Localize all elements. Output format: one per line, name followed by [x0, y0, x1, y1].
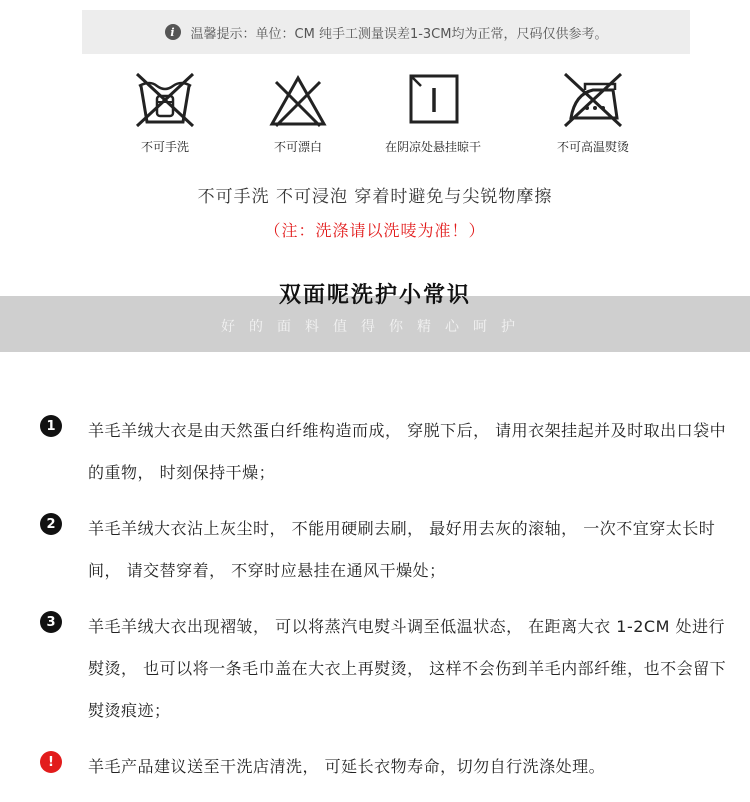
list-item	[40, 606, 730, 732]
no-bleach-icon	[268, 72, 328, 128]
care-icons-row	[0, 72, 750, 162]
no-high-heat-iron-icon	[561, 72, 625, 128]
number-badge: 1	[40, 415, 62, 437]
care-label: 在阴凉处悬挂晾干	[384, 140, 481, 154]
care-item-no-hand-wash	[100, 72, 230, 155]
list-item	[40, 746, 730, 788]
care-item-line-dry	[368, 72, 498, 155]
tip-text: 羊毛羊绒大衣出现褶皱， 可以将蒸汽电熨斗调至低温状态， 在距离大衣 1-2CM 处进行熨烫， 也可以将一条毛巾盖在大衣上再熨烫， 这样不会伤到羊毛内部纤维，也不会留下熨烫痕迹；	[88, 617, 727, 720]
number-badge: 3	[40, 611, 62, 633]
washing-note: （注：洗涤请以洗唛为准！）	[264, 221, 486, 240]
tip-text: 羊毛羊绒大衣是由天然蛋白纤维构造而成， 穿脱下后， 请用衣架挂起并及时取出口袋中的重物， 时刻保持干燥；	[88, 421, 727, 482]
tips-list	[40, 410, 730, 802]
care-instructions: 不可手洗 不可浸泡 穿着时避免与尖锐物摩擦	[197, 187, 553, 207]
no-hand-wash-icon	[135, 72, 195, 128]
section-title: 双面呢洗护小常识	[278, 283, 471, 308]
line-dry-in-shade-icon	[403, 72, 463, 128]
care-item-no-bleach	[233, 72, 363, 155]
section-subtitle: 好的面料值得你精心呵护	[221, 319, 529, 335]
care-label: 不可漂白	[273, 140, 322, 154]
care-label: 不可高温熨烫	[556, 140, 629, 154]
care-label: 不可手洗	[140, 140, 189, 154]
tip-text: 羊毛羊绒大衣沾上灰尘时， 不能用硬刷去刷， 最好用去灰的滚轴， 一次不宜穿太长时间， 请交替穿着， 不穿时应悬挂在通风干燥处；	[88, 519, 716, 580]
list-item	[40, 508, 730, 592]
care-item-no-high-heat-iron	[528, 72, 658, 155]
info-icon: i	[165, 24, 181, 40]
number-badge: 2	[40, 513, 62, 535]
notice-text: 温馨提示：单位：CM 纯手工测量误差1-3CM均为正常，尺码仅供参考。	[190, 26, 608, 42]
notice-bar	[82, 10, 690, 54]
list-item	[40, 410, 730, 494]
warning-icon: !	[40, 751, 62, 773]
tip-text: 羊毛产品建议送至干洗店清洗， 可延长衣物寿命，切勿自行洗涤处理。	[88, 757, 606, 776]
